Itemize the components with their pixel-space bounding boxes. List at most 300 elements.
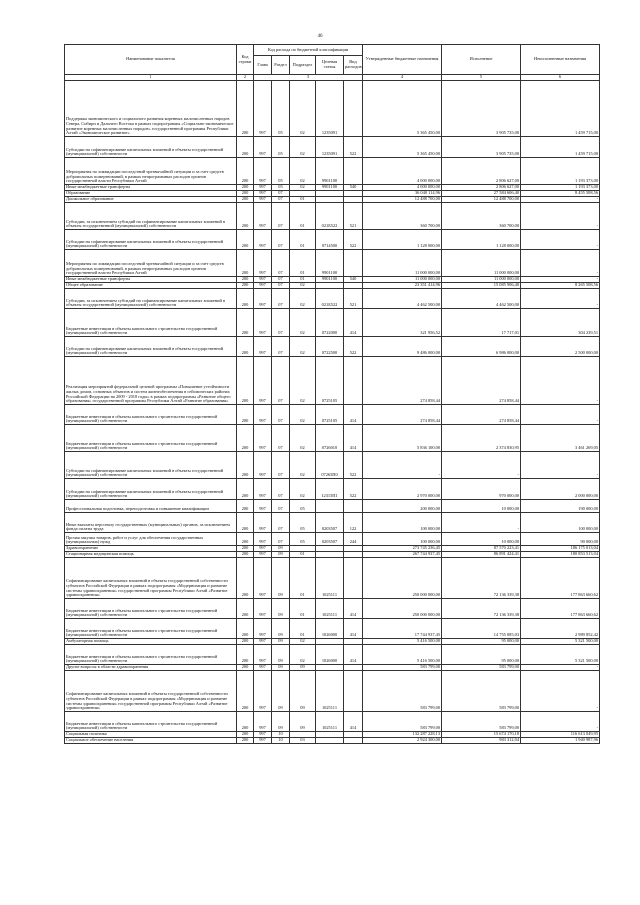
row-approved: 4 000 000,00 — [363, 185, 442, 191]
table-row — [65, 738, 600, 744]
row-chapter: 997 — [254, 185, 272, 191]
row-unexecuted: - — [521, 712, 600, 732]
row-section: 07 — [272, 250, 290, 277]
row-executed: 583 799,00 — [442, 712, 521, 732]
row-section: 09 — [272, 552, 290, 558]
row-expense-type — [344, 558, 363, 599]
row-unexecuted: 1 193 373,00 — [521, 185, 600, 191]
table-row — [65, 452, 600, 479]
row-article: 1025111 — [316, 712, 344, 732]
row-article: 1235091 — [316, 137, 344, 158]
row-chapter: 997 — [254, 479, 272, 500]
row-code: 200 — [237, 599, 254, 619]
column-number: 2 — [237, 75, 254, 81]
row-name: Субсидии, за исключением субсидий на софинансирование капитальных вложений в объекты государственной (муниципальной) собственности — [65, 289, 237, 309]
row-subsection: 02 — [290, 479, 316, 500]
row-executed: 72 136 339,38 — [442, 599, 521, 619]
row-code: 200 — [237, 546, 254, 552]
row-unexecuted: 304 239,51 — [521, 309, 600, 337]
row-article: 1235091 — [316, 81, 344, 137]
row-chapter: 997 — [254, 639, 272, 645]
page-number: 46 — [317, 34, 323, 39]
row-code: 200 — [237, 552, 254, 558]
row-subsection: 01 — [290, 250, 316, 277]
row-expense-type: 521 — [344, 289, 363, 309]
row-subsection: 01 — [290, 552, 316, 558]
row-expense-type — [344, 357, 363, 405]
table-row — [65, 712, 600, 732]
row-executed: 2 374 830,95 — [442, 425, 521, 452]
row-expense-type: 522 — [344, 137, 363, 158]
header-code: Код строки — [237, 45, 254, 75]
row-expense-type — [344, 158, 363, 185]
row-approved: 5 365 450,00 — [363, 81, 442, 137]
row-approved: 274 858,44 — [363, 405, 442, 425]
row-article: 1026000 — [316, 619, 344, 639]
row-code: 200 — [237, 197, 254, 203]
row-subsection: 01 — [290, 558, 316, 599]
row-expense-type: 244 — [344, 533, 363, 546]
row-subsection: 09 — [290, 665, 316, 671]
row-code: 200 — [237, 250, 254, 277]
row-name: Бюджетные инвестиции в объекты капитального строительства государственной (муниципальной) собственности — [65, 645, 237, 665]
table-row — [65, 250, 600, 277]
row-section: 07 — [272, 277, 290, 283]
row-unexecuted: 1 459 715,00 — [521, 81, 600, 137]
row-unexecuted: - — [521, 357, 600, 405]
row-executed: 583 799,00 — [442, 671, 521, 712]
row-approved: 321 956,52 — [363, 309, 442, 337]
row-unexecuted: 5 321 500,00 — [521, 639, 600, 645]
row-code: 200 — [237, 425, 254, 452]
row-expense-type — [344, 738, 363, 744]
row-code: 200 — [237, 732, 254, 738]
row-code: 200 — [237, 185, 254, 191]
row-section: 09 — [272, 546, 290, 552]
row-chapter: 997 — [254, 81, 272, 137]
table-row — [65, 533, 600, 546]
row-article: 0725105 — [316, 405, 344, 425]
row-executed: 6 986 000,00 — [442, 337, 521, 357]
row-subsection: 01 — [290, 203, 316, 230]
row-expense-type: 522 — [344, 337, 363, 357]
row-subsection: 02 — [290, 357, 316, 405]
row-approved: 2 924 300,00 — [363, 738, 442, 744]
row-approved: 11 000 000,00 — [363, 250, 442, 277]
row-name: Иные выплаты персоналу государственных (муниципальных) органов, за исключением фонда оплаты труда — [65, 513, 237, 533]
row-section: 10 — [272, 732, 290, 738]
row-name: Иные межбюджетные трансферты — [65, 277, 237, 283]
table-row — [65, 203, 600, 230]
row-approved: 23 351 414,96 — [363, 283, 442, 289]
row-name: Прочая закупка товаров, работ и услуг для обеспечения государственных (муниципальных) нужд — [65, 533, 237, 546]
row-code: 200 — [237, 357, 254, 405]
row-section: 07 — [272, 197, 290, 203]
row-approved: 250 000 000,00 — [363, 599, 442, 619]
table-row — [65, 405, 600, 425]
row-name: Социальное обеспечение населения — [65, 738, 237, 744]
row-approved: - — [363, 452, 442, 479]
row-executed: 14 755 085,03 — [442, 619, 521, 639]
row-chapter: 997 — [254, 337, 272, 357]
row-unexecuted: - — [521, 452, 600, 479]
column-number: 6 — [521, 75, 600, 81]
row-article: 021Б522 — [316, 203, 344, 230]
row-name: Софинансирование капитальных вложений в объекты государственной собственности субъектов Российской Федерации в рамках подпрограммы «Модернизация и развитие системы здравоохранения» государственной программы Республики Алтай «Развитие здравоохранения» — [65, 558, 237, 599]
row-approved: 17 744 937,45 — [363, 619, 442, 639]
row-code: 200 — [237, 158, 254, 185]
row-subsection: 02 — [290, 137, 316, 158]
row-expense-type: 414 — [344, 619, 363, 639]
row-name: Субсидии на софинансирование капитальных вложений в объекты государственной (муниципальной) собственности — [65, 337, 237, 357]
row-code: 200 — [237, 500, 254, 513]
row-unexecuted: 2 989 852,42 — [521, 619, 600, 639]
table-row — [65, 479, 600, 500]
row-code: 200 — [237, 283, 254, 289]
row-section: 10 — [272, 738, 290, 744]
row-unexecuted: 1 193 373,00 — [521, 158, 600, 185]
row-code: 200 — [237, 671, 254, 712]
row-approved: 250 000 000,00 — [363, 558, 442, 599]
row-executed: 1 128 000,00 — [442, 230, 521, 250]
table-row — [65, 137, 600, 158]
row-code: 200 — [237, 289, 254, 309]
row-section: 05 — [272, 81, 290, 137]
row-subsection: 01 — [290, 197, 316, 203]
row-chapter: 997 — [254, 738, 272, 744]
row-chapter: 997 — [254, 619, 272, 639]
row-name: Стационарная медицинская помощь — [65, 552, 237, 558]
row-chapter: 997 — [254, 137, 272, 158]
row-subsection: 01 — [290, 277, 316, 283]
row-chapter: 997 — [254, 357, 272, 405]
row-executed: 3 905 735,00 — [442, 81, 521, 137]
row-article: 0714500 — [316, 230, 344, 250]
table-row — [65, 425, 600, 452]
row-section: 07 — [272, 405, 290, 425]
row-subsection: 02 — [290, 289, 316, 309]
row-expense-type: 414 — [344, 599, 363, 619]
row-article: 1025111 — [316, 558, 344, 599]
row-expense-type: 540 — [344, 185, 363, 191]
row-chapter: 997 — [254, 289, 272, 309]
row-unexecuted: 177 863 660,62 — [521, 599, 600, 619]
row-chapter: 997 — [254, 671, 272, 712]
row-name: Социальная политика — [65, 732, 237, 738]
row-name: Общее образование — [65, 283, 237, 289]
row-code: 200 — [237, 558, 254, 599]
row-subsection: 01 — [290, 230, 316, 250]
row-unexecuted: 186 175 013,04 — [521, 546, 600, 552]
row-name: Профессиональная подготовка, переподготовка и повышение квалификации — [65, 500, 237, 513]
row-section: 07 — [272, 513, 290, 533]
row-subsection: 01 — [290, 599, 316, 619]
header-approved: Утвержденные бюджетные назначения — [363, 45, 442, 75]
row-approved: 5 416 500,00 — [363, 645, 442, 665]
row-chapter: 997 — [254, 425, 272, 452]
row-expense-type: 522 — [344, 452, 363, 479]
row-article: 1025111 — [316, 599, 344, 619]
row-chapter: 997 — [254, 283, 272, 289]
row-unexecuted: - — [521, 250, 600, 277]
header-budget-code-group: Код расхода по бюджетной классификации — [254, 45, 363, 56]
row-approved: 4 462 500,00 — [363, 289, 442, 309]
row-unexecuted: 2 000 000,00 — [521, 479, 600, 500]
row-executed: 2 806 627,00 — [442, 185, 521, 191]
row-code: 200 — [237, 619, 254, 639]
row-chapter: 997 — [254, 452, 272, 479]
row-unexecuted: 1 940 987,96 — [521, 738, 600, 744]
row-approved: 200 000,00 — [363, 500, 442, 513]
row-subsection: 05 — [290, 500, 316, 513]
row-approved: 9 486 000,00 — [363, 337, 442, 357]
row-unexecuted: 8 265 508,56 — [521, 283, 600, 289]
row-unexecuted: - — [521, 665, 600, 671]
row-unexecuted: - — [521, 405, 600, 425]
row-unexecuted: 100 000,00 — [521, 513, 600, 533]
row-article: 0726010 — [316, 425, 344, 452]
row-executed: 10 000,00 — [442, 533, 521, 546]
header-name: Наименование показателя — [65, 45, 237, 75]
row-expense-type: 522 — [344, 479, 363, 500]
row-expense-type: 521 — [344, 203, 363, 230]
row-expense-type — [344, 671, 363, 712]
row-chapter: 997 — [254, 533, 272, 546]
row-name: Бюджетные инвестиции в объекты капитального строительства государственной (муниципальной) собственности — [65, 309, 237, 337]
row-section: 07 — [272, 425, 290, 452]
row-approved: 36 040 114,96 — [363, 191, 442, 197]
row-approved: 5 365 450,00 — [363, 137, 442, 158]
row-approved: 583 799,00 — [363, 665, 442, 671]
row-name: Дошкольное образование — [65, 197, 237, 203]
row-name: Мероприятия по ликвидации последствий чрезвычайной ситуации и за счет средств добровольных пожертвований, в рамках непрограммных расходов органов государственной власти Республики Алтай — [65, 250, 237, 277]
row-name: Софинансирование капитальных вложений в объекты государственной собственности субъектов Российской Федерации в рамках подпрограммы «Модернизация и развитие системы здравоохранения» государственной программы Республики Алтай «Развитие здравоохранения» — [65, 671, 237, 712]
row-expense-type: 414 — [344, 712, 363, 732]
row-expense-type: 414 — [344, 425, 363, 452]
table-row — [65, 81, 600, 137]
budget-execution-table — [64, 44, 600, 744]
row-unexecuted: 116 613 049,95 — [521, 732, 600, 738]
row-unexecuted: 177 863 660,62 — [521, 558, 600, 599]
row-chapter: 997 — [254, 197, 272, 203]
column-number: 3 — [254, 75, 363, 81]
row-name: Бюджетные инвестиции в объекты капитального строительства государственной (муниципальной) собственности — [65, 405, 237, 425]
table-row — [65, 645, 600, 665]
row-section: 07 — [272, 500, 290, 513]
row-article: 1026000 — [316, 645, 344, 665]
row-approved: 273 745 236,45 — [363, 546, 442, 552]
row-expense-type — [344, 250, 363, 277]
row-executed: 583 799,00 — [442, 665, 521, 671]
row-executed: - — [442, 513, 521, 533]
table-row — [65, 230, 600, 250]
row-section: 09 — [272, 599, 290, 619]
row-code: 200 — [237, 309, 254, 337]
row-expense-type: 522 — [344, 230, 363, 250]
row-subsection: 09 — [290, 712, 316, 732]
row-subsection: 01 — [290, 619, 316, 639]
row-executed: 11 000 000,00 — [442, 277, 521, 283]
row-name: Образование — [65, 191, 237, 197]
table-row — [65, 558, 600, 599]
row-approved: 100 000,00 — [363, 533, 442, 546]
row-unexecuted: - — [521, 277, 600, 283]
row-unexecuted: 2 500 000,00 — [521, 337, 600, 357]
header-subsection: Подраздел — [290, 56, 316, 75]
row-unexecuted: 90 000,00 — [521, 533, 600, 546]
row-name: Субсидии на софинансирование капитальных вложений в объекты государственной (муниципальной) собственности — [65, 137, 237, 158]
header-chapter: Глава — [254, 56, 272, 75]
row-code: 200 — [237, 533, 254, 546]
row-name: Реализация мероприятий федеральной целевой программы «Повышение устойчивости жилых домов, основных объектов и систем жизнеобеспечения в сейсмических районах Российской Федерации на 2009 - 2018 годы» в рамках подпрограммы «Развитие общего образования» государственной программы Республики Алтай «Развитие образования» — [65, 357, 237, 405]
row-section: 07 — [272, 479, 290, 500]
row-article: 9901100 — [316, 158, 344, 185]
header-section: Раздел — [272, 56, 290, 75]
column-number: 4 — [363, 75, 442, 81]
row-unexecuted: 190 000,00 — [521, 500, 600, 513]
row-section: 07 — [272, 309, 290, 337]
row-executed: 87 570 223,41 — [442, 546, 521, 552]
row-chapter: 997 — [254, 191, 272, 197]
row-executed: 274 858,44 — [442, 357, 521, 405]
row-chapter: 997 — [254, 599, 272, 619]
row-chapter: 997 — [254, 250, 272, 277]
table-row — [65, 671, 600, 712]
row-subsection: 09 — [290, 671, 316, 712]
header-unexecuted: Неисполненные назначения — [521, 45, 600, 75]
row-executed: 95 000,00 — [442, 639, 521, 645]
row-subsection: 02 — [290, 337, 316, 357]
row-executed: 27 584 606,40 — [442, 191, 521, 197]
row-chapter: 997 — [254, 513, 272, 533]
row-code: 200 — [237, 645, 254, 665]
row-chapter: 997 — [254, 552, 272, 558]
row-article: 0725105 — [316, 357, 344, 405]
row-expense-type: 414 — [344, 309, 363, 337]
row-article: 0203507 — [316, 533, 344, 546]
row-expense-type: 414 — [344, 645, 363, 665]
row-subsection: 02 — [290, 645, 316, 665]
row-chapter: 997 — [254, 665, 272, 671]
row-name: Иные межбюджетные трансферты — [65, 185, 237, 191]
row-unexecuted: - — [521, 671, 600, 712]
row-expense-type — [344, 81, 363, 137]
table-row — [65, 500, 600, 513]
table-row — [65, 289, 600, 309]
table-row — [65, 619, 600, 639]
table-row — [65, 309, 600, 337]
row-subsection: 02 — [290, 309, 316, 337]
row-executed: 17 717,01 — [442, 309, 521, 337]
row-section: 07 — [272, 283, 290, 289]
row-chapter: 997 — [254, 309, 272, 337]
row-section: 05 — [272, 137, 290, 158]
row-subsection: 02 — [290, 452, 316, 479]
row-unexecuted: 1 459 715,00 — [521, 137, 600, 158]
row-name: Субсидии на софинансирование капитальных вложений в объекты государственной (муниципальной) собственности — [65, 452, 237, 479]
row-chapter: 997 — [254, 500, 272, 513]
row-article — [316, 500, 344, 513]
row-subsection: 02 — [290, 158, 316, 185]
row-chapter: 997 — [254, 712, 272, 732]
table-row — [65, 599, 600, 619]
row-approved: 360 700,00 — [363, 203, 442, 230]
row-subsection: 02 — [290, 283, 316, 289]
row-executed: 10 000,00 — [442, 500, 521, 513]
row-code: 200 — [237, 81, 254, 137]
row-expense-type: 122 — [344, 513, 363, 533]
row-name: Другие вопросы в области здравоохранения — [65, 665, 237, 671]
row-approved: 583 799,00 — [363, 671, 442, 712]
row-approved: 132 287 228,13 — [363, 732, 442, 738]
row-executed: 2 806 627,00 — [442, 158, 521, 185]
row-subsection: 02 — [290, 425, 316, 452]
row-executed: 86 891 424,41 — [442, 552, 521, 558]
row-unexecuted: - — [521, 203, 600, 230]
row-chapter: 997 — [254, 546, 272, 552]
row-section: 07 — [272, 230, 290, 250]
row-executed: 4 462 500,00 — [442, 289, 521, 309]
row-chapter: 997 — [254, 405, 272, 425]
row-code: 200 — [237, 277, 254, 283]
row-name: Субсидии, за исключением субсидий на софинансирование капитальных вложений в объекты государственной (муниципальной) собственности — [65, 203, 237, 230]
row-name: Здравоохранение — [65, 546, 237, 552]
row-name: Мероприятия по ликвидации последствий чрезвычайной ситуации и за счет средств добровольных пожертвований, в рамках непрограммных расходов органов государственной власти Республики Алтай — [65, 158, 237, 185]
row-section: 09 — [272, 671, 290, 712]
row-executed: - — [442, 452, 521, 479]
row-code: 200 — [237, 191, 254, 197]
row-article: 1025111 — [316, 671, 344, 712]
row-expense-type: 540 — [344, 277, 363, 283]
row-article: 9901100 — [316, 185, 344, 191]
row-executed: 983 312,04 — [442, 738, 521, 744]
row-article: 021Б522 — [316, 289, 344, 309]
row-name: Поддержка экономического и социального развития коренных малочисленных народов Севера, Сибири и Дальнего Востока в рамках подпрограммы «Социально-экономическое развитие коренных малочисленных народов» государственной программы Республики Алтай «Экономическое развитие» — [65, 81, 237, 137]
table-row — [65, 158, 600, 185]
row-unexecuted: - — [521, 289, 600, 309]
row-code: 200 — [237, 337, 254, 357]
row-article — [316, 738, 344, 744]
row-section: 07 — [272, 533, 290, 546]
row-article: 0722000 — [316, 309, 344, 337]
row-code: 200 — [237, 230, 254, 250]
row-code: 200 — [237, 405, 254, 425]
row-approved: 12 488 700,00 — [363, 197, 442, 203]
row-executed: 11 000 000,00 — [442, 250, 521, 277]
row-subsection: 02 — [290, 81, 316, 137]
row-name: Амбулаторная помощь — [65, 639, 237, 645]
table-body — [65, 81, 600, 744]
row-section: 09 — [272, 645, 290, 665]
row-code: 200 — [237, 712, 254, 732]
row-code: 200 — [237, 479, 254, 500]
row-chapter: 997 — [254, 230, 272, 250]
row-executed: 72 136 339,38 — [442, 558, 521, 599]
row-article: 07265П0 — [316, 452, 344, 479]
row-subsection: 02 — [290, 639, 316, 645]
row-unexecuted: - — [521, 230, 600, 250]
row-subsection: 02 — [290, 405, 316, 425]
row-unexecuted: 5 321 500,00 — [521, 645, 600, 665]
row-article: 9901100 — [316, 277, 344, 283]
row-approved: 267 744 937,45 — [363, 552, 442, 558]
row-chapter: 997 — [254, 203, 272, 230]
row-approved: 4 000 000,00 — [363, 158, 442, 185]
row-section: 09 — [272, 665, 290, 671]
row-section: 07 — [272, 337, 290, 357]
row-chapter: 997 — [254, 732, 272, 738]
row-executed: 12 488 700,00 — [442, 197, 521, 203]
